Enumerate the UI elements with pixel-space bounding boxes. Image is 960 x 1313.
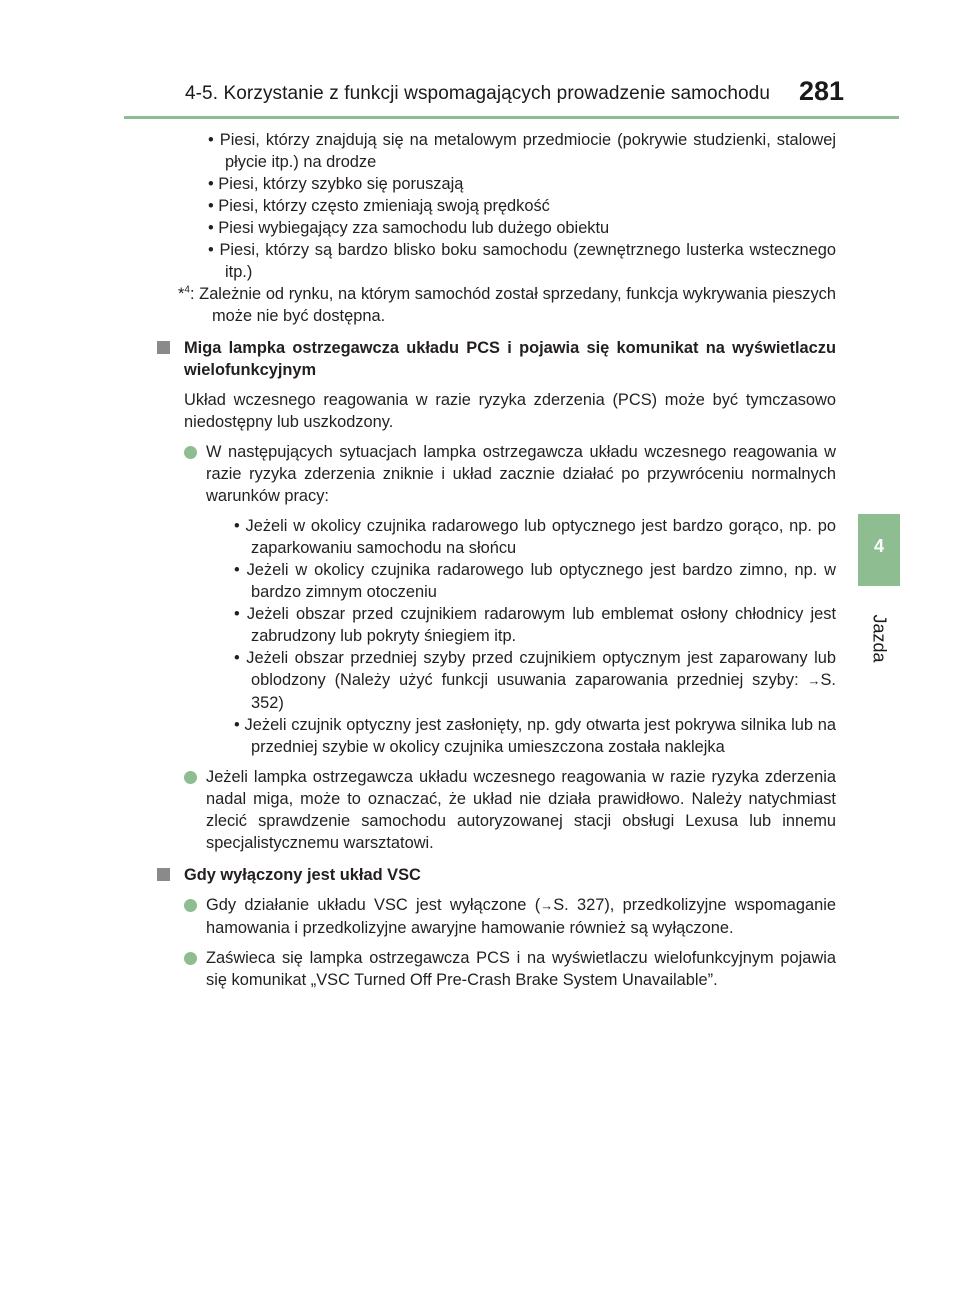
section-heading-pcs: Miga lampka ostrzegawcza układu PCS i pojawia się komunikat na wyświetlaczu wielofunkcyjnym bbox=[180, 337, 836, 381]
circle-bullet-icon bbox=[184, 446, 197, 459]
section-title: 4-5. Korzystanie z funkcji wspomagających prowadzenie samochodu bbox=[184, 83, 770, 104]
header-rule bbox=[124, 116, 899, 119]
circle-bullet-icon bbox=[184, 899, 197, 912]
square-bullet-icon bbox=[157, 341, 170, 354]
chapter-label bbox=[861, 608, 897, 668]
chapter-tab bbox=[858, 514, 900, 586]
list-item: • Piesi, którzy znajdują się na metalowym przedmiocie (pokrywie studzienki, stalowej płycie itp.) na drodze bbox=[208, 131, 836, 171]
footnote-text: : Zależnie od rynku, na którym samochód został sprzedany, funkcja wykrywania pieszych może nie być dostępna. bbox=[189, 285, 836, 325]
list-item: • Jeżeli w okolicy czujnika radarowego lub optycznego jest bardzo zimno, np. w bardzo zimnym otoczeniu bbox=[234, 561, 836, 601]
circle-bullet-icon bbox=[184, 952, 197, 965]
arrow-right-icon: → bbox=[807, 673, 821, 688]
chapter-label-text: Jazda bbox=[869, 613, 890, 663]
page-content bbox=[180, 129, 836, 991]
circle-point: W następujących sytuacjach lampka ostrzegawcza układu wczesnego reagowania w razie ryzyka zderzenia zniknie i układ zacznie działać po przywróceniu normalnych warunków pracy: • Jeżeli w okolicy czujnika radarowego lub optycznego jest bardzo gorąco, np. po zaparkowaniu samochodu na słońcu • Jeżeli w okolicy czujnika radarowego lub optycznego jest bardzo zimno, np. w bardzo zimnym otoczeniu • Jeżeli obszar przed czujnikiem radarowym lub emblemat osłony chłodnicy jest zabrudzony lub pokryty śniegiem itp. • Jeżeli obszar przedniej szyby przed czujnikiem optycznym jest zaparowany lub oblodzony (Należy użyć funkcji usuwania zaparowania przedniej szyby: →S. 352) • Jeżeli czujnik optyczny jest zasłonięty, np. gdy otwarta jest pokrywa silnika lub na przedniej szybie w okolicy czujnika umieszczona została naklejka bbox=[180, 441, 836, 758]
page-number: 281 bbox=[798, 76, 844, 106]
circle-point: Gdy działanie układu VSC jest wyłączone (→S. 327), przedkolizyjne wspomaganie hamowania i przedkolizyjne awaryjne hamowanie również są wyłączone. bbox=[180, 894, 836, 939]
list-item: • Piesi, którzy szybko się poruszają bbox=[208, 175, 464, 193]
section-heading-vsc: Gdy wyłączony jest układ VSC bbox=[180, 864, 836, 886]
list-item: • Jeżeli obszar przedniej szyby przed czujnikiem optycznym jest zaparowany lub oblodzony (Należy użyć funkcji usuwania zaparowania przedniej szyby: →S. 352) bbox=[234, 649, 836, 712]
list-item: • Jeżeli w okolicy czujnika radarowego lub optycznego jest bardzo gorąco, np. po zaparkowaniu samochodu na słońcu bbox=[234, 517, 836, 557]
page-reference: S. 352) bbox=[251, 671, 836, 712]
square-bullet-icon bbox=[157, 868, 170, 881]
list-item: • Piesi, którzy często zmieniają swoją prędkość bbox=[208, 197, 550, 215]
circle-bullet-icon bbox=[184, 771, 197, 784]
paragraph: Układ wczesnego reagowania w razie ryzyka zderzenia (PCS) może być tymczasowo niedostępny lub uszkodzony. bbox=[184, 391, 836, 431]
arrow-right-icon: → bbox=[540, 898, 554, 913]
chapter-number: 4 bbox=[873, 536, 884, 556]
list-item: • Jeżeli czujnik optyczny jest zasłonięty, np. gdy otwarta jest pokrywa silnika lub na przedniej szybie w okolicy czujnika umieszczona została naklejka bbox=[234, 716, 836, 756]
footnote-number: 4 bbox=[184, 284, 190, 296]
footnote-mark: * bbox=[178, 285, 185, 303]
list-item: • Piesi wybiegający zza samochodu lub dużego obiektu bbox=[208, 219, 610, 237]
footnote bbox=[180, 283, 836, 327]
list-item: • Piesi, którzy są bardzo blisko boku samochodu (zewnętrznego lusterka wstecznego itp.) bbox=[208, 241, 836, 281]
list-item: • Jeżeli obszar przed czujnikiem radarowym lub emblemat osłony chłodnicy jest zabrudzony lub pokryty śniegiem itp. bbox=[234, 605, 836, 645]
circle-point: Zaświeca się lampka ostrzegawcza PCS i na wyświetlaczu wielofunkcyjnym pojawia się komunikat „VSC Turned Off Pre-Crash Brake System Unavailable”. bbox=[180, 947, 836, 991]
circle-point: Jeżeli lampka ostrzegawcza układu wczesnego reagowania w razie ryzyka zderzenia nadal miga, może to oznaczać, że układ nie działa prawidłowo. Należy natychmiast zlecić sprawdzenie samochodu autoryzowanej stacji obsługi Lexusa lub innemu specjalistycznemu warsztatowi. bbox=[180, 766, 836, 854]
